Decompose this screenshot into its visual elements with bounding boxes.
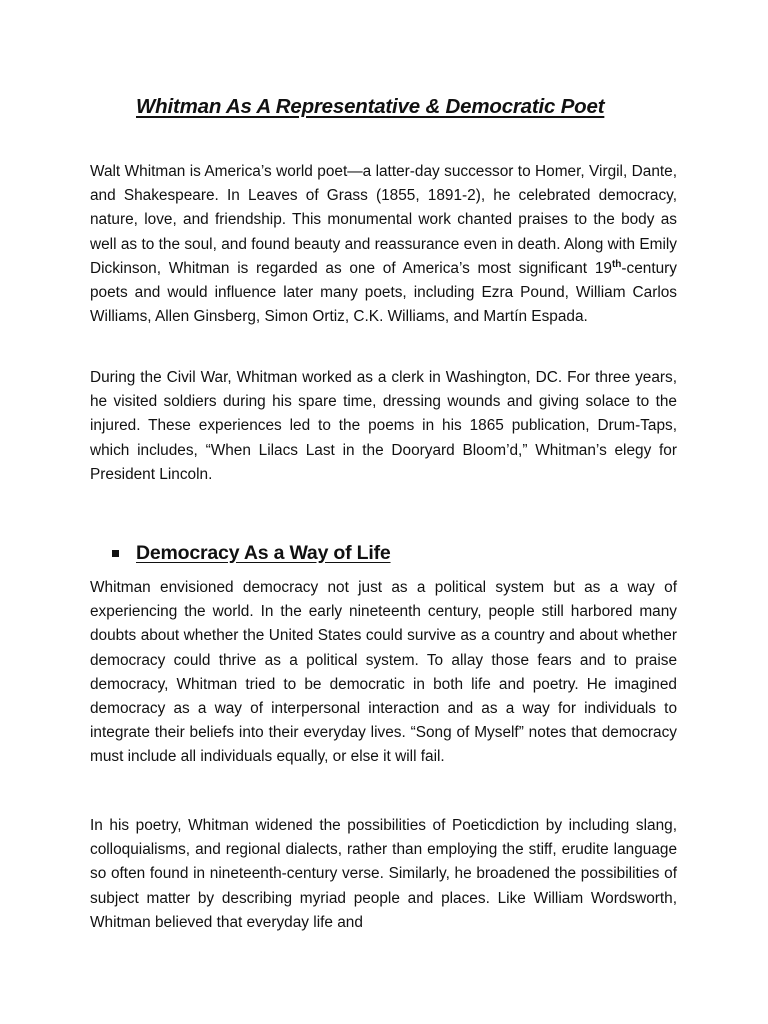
democracy-paragraph: Whitman envisioned democracy not just as a political system but as a way of experiencing the world. In the early nineteenth century, people still harbored many doubts about whether the United States could survive as a country and about whether democracy could thrive as a political system. To allay those fears and to praise democracy, Whitman tried to be democratic in both life and poetry. He imagined democracy as a way of interpersonal interaction and as a way for individuals to integrate their beliefs into their everyday lives. “Song of Myself” notes that democracy must include all individuals equally, or else it will fail. — [90, 579, 677, 766]
intro-text-start: Walt Whitman is America’s world poet—a latter-day successor to Homer, Virgil, Dante, and Shakespeare. In Leaves of Grass (1855, 1891-2), he celebrated democracy, nature, love, and friendship. This monumental work chanted praises to the body as well as to the soul, and found beauty and reassurance even in death. Along with Emily Dickinson, Whitman is regarded as one of America’s most significant 19 — [90, 163, 677, 277]
section-heading-row — [112, 539, 391, 567]
intro-text-end: -century poets and would influence later many poets, including Ezra Pound, William Carlos Williams, Allen Ginsberg, Simon Ortiz, C.K. Williams, and Martín Espada. — [90, 259, 677, 326]
square-bullet-icon — [112, 550, 119, 557]
document-title: Whitman As A Representative & Democratic Poet — [136, 95, 605, 118]
poetic-diction-paragraph: In his poetry, Whitman widened the possibilities of Poeticdiction by including slang, colloquialisms, and regional dialects, rather than employing the stiff, erudite language so often found in nineteenth-century verse. Similarly, he broadened the possibilities of subject matter by describing myriad people and places. Like William Wordsworth, Whitman believed that everyday life and — [90, 817, 677, 931]
section-heading: Democracy As a Way of Life — [136, 541, 391, 564]
civil-war-paragraph: During the Civil War, Whitman worked as a clerk in Washington, DC. For three years, he visited soldiers during his spare time, dressing wounds and giving solace to the injured. These experiences led to the poems in his 1865 publication, Drum-Taps, which includes, “When Lilacs Last in the Dooryard Bloom’d,” Whitman’s elegy for President Lincoln. — [90, 369, 677, 483]
intro-paragraph — [90, 160, 677, 329]
ordinal-superscript: th — [611, 258, 622, 270]
